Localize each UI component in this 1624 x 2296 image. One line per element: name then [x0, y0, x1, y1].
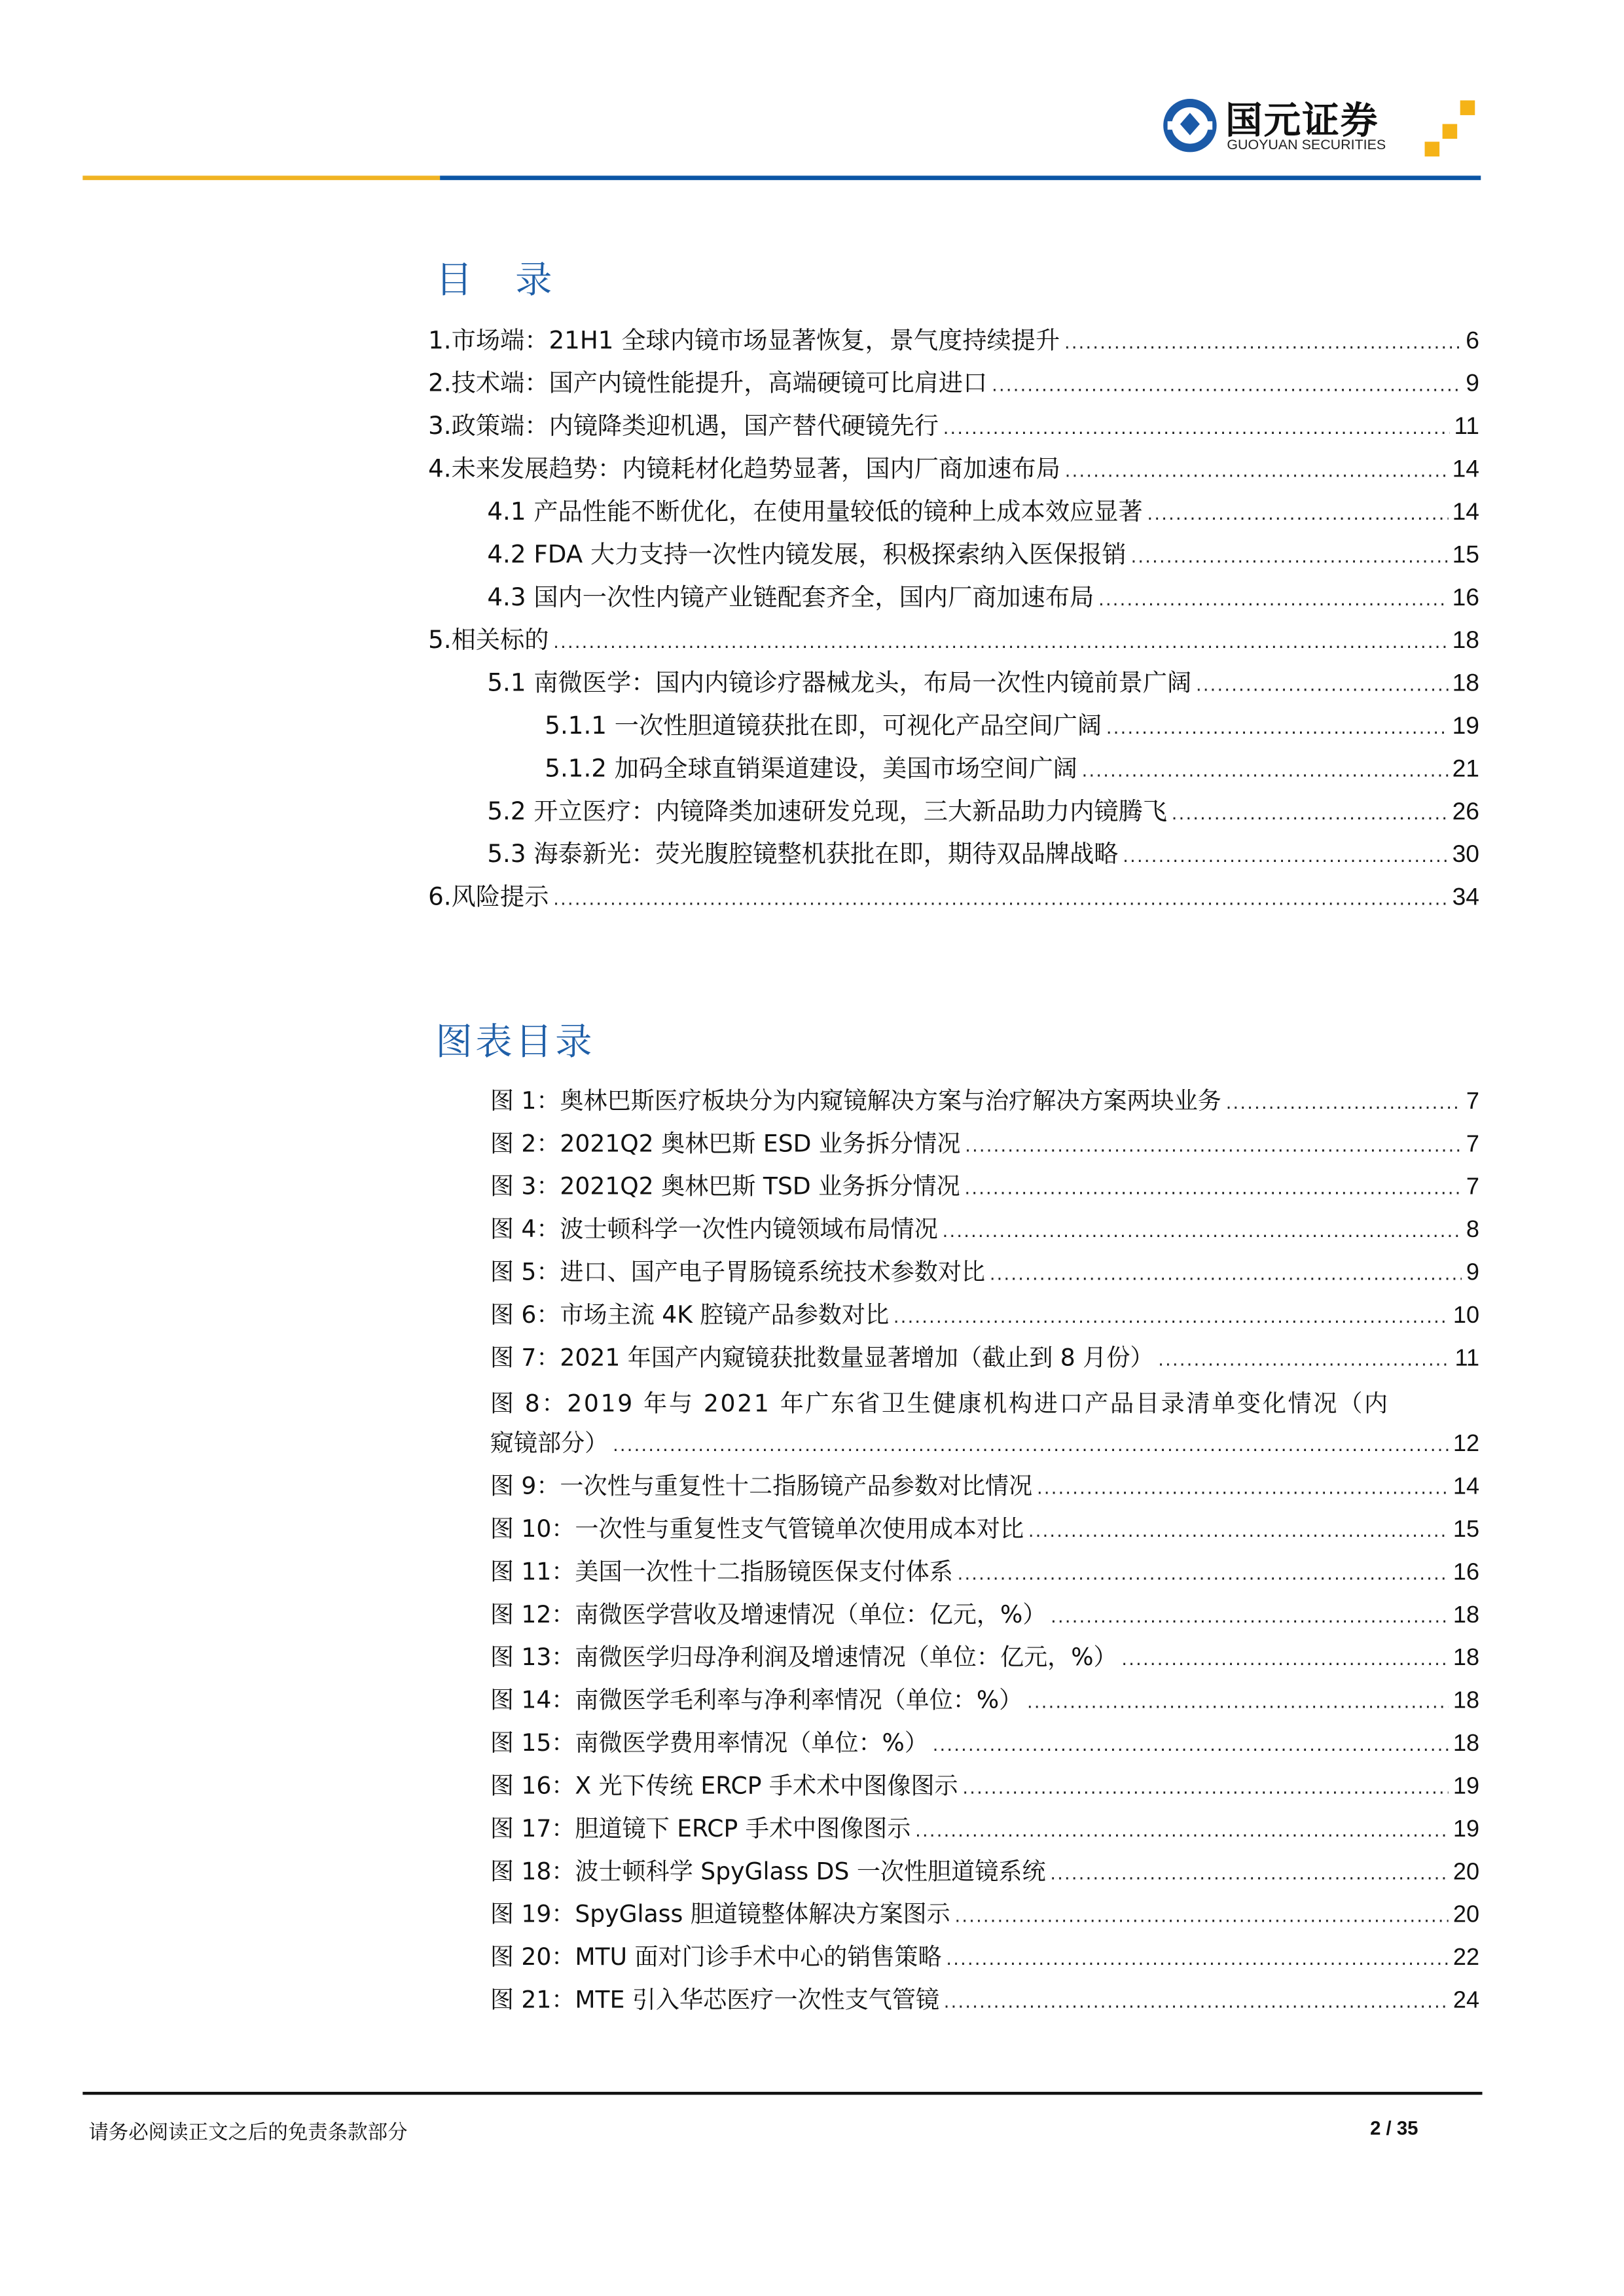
page-number-ref: 9 [1466, 1261, 1480, 1286]
page-number-ref: 15 [1453, 1517, 1480, 1543]
entry-label: 图 14：南微医学毛利率与净利率情况（单位：%） [490, 1685, 1023, 1714]
entry-label: 图 10：一次性与重复性支气管镜单次使用成本对比 [490, 1515, 1024, 1543]
page-number-ref: 21 [1452, 755, 1480, 783]
page-number-ref: 18 [1452, 670, 1480, 697]
dot-leader [1123, 846, 1448, 867]
page-number-ref: 14 [1453, 1475, 1480, 1500]
page-number-ref: 24 [1453, 1988, 1480, 2014]
figure-entry[interactable] [490, 1853, 1479, 1895]
page-number-ref: 19 [1452, 713, 1480, 740]
entry-label: 图 2：2021Q2 奥林巴斯 ESD 业务拆分情况 [490, 1129, 961, 1158]
entry-label: 5.1.1 一次性胆道镜获批在即，可视化产品空间广阔 [545, 711, 1102, 740]
page-number-ref: 16 [1452, 584, 1480, 611]
logo-square-icon [1443, 124, 1458, 139]
page-number-ref: 10 [1453, 1303, 1480, 1329]
dot-leader [1037, 1478, 1449, 1499]
figure-entry[interactable] [490, 1553, 1479, 1596]
figure-entry[interactable] [490, 1168, 1479, 1210]
toc-entry[interactable] [428, 492, 1479, 534]
page-number-ref: 20 [1453, 1859, 1480, 1886]
page-number-ref: 7 [1466, 1089, 1480, 1115]
dot-leader [915, 1820, 1449, 1841]
entry-label: 4.1 产品性能不断优化，在使用量较低的镜种上成本效应显著 [487, 497, 1143, 526]
toc-entry[interactable] [428, 363, 1479, 406]
toc-entry[interactable] [428, 406, 1479, 448]
entry-label: 图 16：X 光下传统 ERCP 手术术中图像图示 [490, 1771, 958, 1800]
toc-list [428, 320, 1479, 920]
figure-entry[interactable] [490, 1681, 1479, 1724]
dot-leader [1050, 1863, 1449, 1884]
figures-title: 图表目录 [435, 1020, 596, 1063]
dot-leader [946, 1948, 1449, 1969]
figure-list [490, 1082, 1479, 2024]
entry-label: 4.3 国内一次性内镜产业链配套齐全，国内厂商加速布局 [487, 583, 1094, 611]
page-number-ref: 18 [1453, 1603, 1480, 1628]
dot-leader [1082, 761, 1448, 781]
entry-label: 4.2 FDA 大力支持一次性内镜发展，积极探索纳入医保报销 [487, 540, 1127, 569]
toc-entry[interactable] [428, 577, 1479, 620]
entry-label: 图 7：2021 年国产内窥镜获批数量显著增加（截止到 8 月份） [490, 1343, 1154, 1372]
page-number-ref: 26 [1452, 798, 1480, 825]
entry-label: 图 21：MTE 引入华芯医疗一次性支气管镜 [490, 1985, 940, 2014]
dot-leader [1028, 1520, 1449, 1541]
page-number-ref: 8 [1466, 1217, 1480, 1244]
figure-entry[interactable] [490, 1253, 1479, 1296]
entry-label: 1.市场端：21H1 全球内镜市场显著恢复，景气度持续提升 [428, 326, 1060, 355]
entry-label: 图 5：进口、国产电子胃肠镜系统技术参数对比 [490, 1257, 986, 1286]
logo-square-icon [1460, 100, 1475, 115]
logo-chinese-name: 国元证券 [1225, 99, 1379, 142]
dot-leader [1147, 503, 1448, 524]
page-number-ref: 19 [1453, 1774, 1480, 1800]
dot-leader [958, 1564, 1449, 1585]
toc-entry[interactable] [428, 534, 1479, 577]
dot-leader [943, 418, 1450, 439]
dot-leader [1065, 461, 1448, 482]
page-number-ref: 16 [1453, 1560, 1480, 1586]
footer-rule [82, 2092, 1482, 2095]
entry-label: 6.风险提示 [428, 882, 549, 911]
figure-entry[interactable] [490, 1767, 1479, 1810]
logo-english-name: GUOYUAN SECURITIES [1227, 137, 1386, 154]
entry-label: 2.技术端：国产内镜性能提升，高端硬镜可比肩进口 [428, 368, 988, 397]
entry-label: 图 15：南微医学费用率情况（单位：%） [490, 1729, 928, 1757]
dot-leader [893, 1306, 1449, 1327]
dot-leader [1098, 589, 1448, 610]
entry-label: 5.相关标的 [428, 626, 549, 655]
page-number-ref: 34 [1452, 884, 1480, 911]
toc-entry[interactable] [428, 834, 1479, 876]
figure-label-line1: 图 8：2019 年与 2021 年广东省卫生健康机构进口产品目录清单变化情况（内 [490, 1389, 1390, 1418]
figure-label-line2: 窥镜部分） [490, 1429, 609, 1458]
dot-leader [1106, 717, 1448, 738]
entry-label: 5.1 南微医学：国内内镜诊疗器械龙头，布局一次性内镜前景广阔 [487, 668, 1192, 697]
entry-label: 4.未来发展趋势：内镜耗材化趋势显著，国内厂商加速布局 [428, 454, 1061, 483]
entry-label: 图 13：南微医学归母净利润及增速情况（单位：亿元，%） [490, 1643, 1117, 1672]
toc-entry[interactable] [428, 749, 1479, 791]
page-number-ref: 7 [1466, 1175, 1480, 1200]
dot-leader [962, 1778, 1449, 1799]
toc-entry[interactable] [428, 877, 1479, 920]
toc-entry[interactable] [428, 706, 1479, 748]
page-number-ref: 12 [1453, 1431, 1480, 1458]
entry-label: 图 3：2021Q2 奥林巴斯 TSD 业务拆分情况 [490, 1172, 960, 1200]
figure-entry[interactable] [490, 1296, 1479, 1338]
figure-entry[interactable] [490, 1339, 1479, 1382]
toc-entry[interactable] [428, 320, 1479, 363]
figure-entry[interactable] [490, 1724, 1479, 1767]
dot-leader [1226, 1092, 1462, 1113]
page-number: 2 / 35 [1370, 2117, 1418, 2140]
entry-label: 图 18：波士顿科学 SpyGlass DS 一次性胆道镜系统 [490, 1857, 1046, 1886]
page-number-ref: 18 [1453, 1689, 1480, 1714]
dot-leader [553, 632, 1448, 653]
figure-entry[interactable] [490, 1895, 1479, 1938]
dot-leader [1158, 1350, 1450, 1371]
figure-entry[interactable] [490, 1125, 1479, 1168]
footer-disclaimer: 请务必阅读正文之后的免责条款部分 [88, 2121, 408, 2145]
toc-entry[interactable] [428, 449, 1479, 492]
logo-emblem-icon [1162, 98, 1218, 154]
dot-leader [992, 375, 1461, 396]
dot-leader [1051, 1606, 1449, 1627]
dot-leader [1131, 547, 1448, 567]
dot-leader [1064, 332, 1462, 353]
page-number-ref: 22 [1453, 1945, 1480, 1971]
toc-entry[interactable] [428, 663, 1479, 706]
dot-leader [954, 1906, 1449, 1927]
page-number-ref: 30 [1452, 841, 1480, 869]
dot-leader [613, 1435, 1449, 1456]
entry-label: 5.1.2 加码全球直销渠道建设，美国市场空间广阔 [545, 754, 1077, 783]
figure-entry[interactable] [490, 1082, 1479, 1124]
figure-entry[interactable] [490, 1211, 1479, 1253]
dot-leader [1196, 675, 1448, 696]
figure-entry[interactable] [490, 1382, 1479, 1467]
dot-leader [990, 1264, 1462, 1285]
entry-label: 图 6：市场主流 4K 腔镜产品参数对比 [490, 1300, 890, 1329]
figure-entry[interactable] [490, 1981, 1479, 2024]
figure-entry[interactable] [490, 1596, 1479, 1638]
page-number-ref: 9 [1466, 370, 1480, 397]
page-number-ref: 18 [1453, 1731, 1480, 1757]
toc-title: 目 录 [435, 258, 556, 302]
dot-leader [1027, 1692, 1449, 1713]
entry-label: 3.政策端：内镜降类迎机遇，国产替代硬镜先行 [428, 412, 939, 440]
page-number-ref: 19 [1453, 1817, 1480, 1842]
page-number-ref: 18 [1453, 1645, 1480, 1672]
page-number-ref: 15 [1452, 541, 1480, 569]
figure-entry[interactable] [490, 1938, 1479, 1981]
entry-label: 图 12：南微医学营收及增速情况（单位：亿元，%） [490, 1600, 1047, 1628]
page-number-ref: 14 [1452, 456, 1480, 483]
dot-leader [965, 1135, 1462, 1156]
page-number-ref: 18 [1452, 627, 1480, 655]
guoyuan-logo [1162, 92, 1479, 160]
figure-entry[interactable] [490, 1639, 1479, 1681]
entry-label: 图 19：SpyGlass 胆道镜整体解决方案图示 [490, 1899, 950, 1928]
page-number-ref: 6 [1466, 327, 1480, 355]
entry-label: 图 17：胆道镜下 ERCP 手术中图像图示 [490, 1814, 911, 1842]
header-rule-blue [440, 175, 1481, 180]
page-number-ref: 14 [1452, 499, 1480, 526]
page-number-ref: 7 [1466, 1132, 1480, 1158]
entry-label: 5.2 开立医疗：内镜降类加速研发兑现，三大新品助力内镜腾飞 [487, 797, 1167, 825]
dot-leader [553, 889, 1448, 910]
dot-leader [1172, 803, 1448, 824]
dot-leader [944, 1992, 1449, 2013]
logo-square-icon [1425, 142, 1440, 157]
entry-label: 图 4：波士顿科学一次性内镜领域布局情况 [490, 1215, 938, 1244]
entry-label: 图 20：MTU 面对门诊手术中心的销售策略 [490, 1943, 942, 1971]
dot-leader [964, 1178, 1462, 1199]
entry-label: 5.3 海泰新光：荧光腹腔镜整机获批在即，期待双品牌战略 [487, 840, 1119, 869]
figure-entry[interactable] [490, 1510, 1479, 1552]
entry-label: 图 1：奥林巴斯医疗板块分为内窥镜解决方案与治疗解决方案两块业务 [490, 1086, 1221, 1115]
entry-label: 图 11：美国一次性十二指肠镜医保支付体系 [490, 1557, 953, 1586]
page-number-ref: 11 [1454, 413, 1480, 440]
header-rule-gold [82, 175, 440, 180]
figure-entry[interactable] [490, 1810, 1479, 1852]
dot-leader [1121, 1649, 1449, 1670]
toc-entry[interactable] [428, 620, 1479, 662]
page-number-ref: 20 [1453, 1903, 1480, 1928]
entry-label: 图 9：一次性与重复性十二指肠镜产品参数对比情况 [490, 1471, 1033, 1500]
figure-entry[interactable] [490, 1467, 1479, 1510]
dot-leader [933, 1734, 1449, 1755]
page-number-ref: 11 [1454, 1346, 1480, 1372]
dot-leader [943, 1221, 1462, 1242]
toc-entry[interactable] [428, 791, 1479, 834]
